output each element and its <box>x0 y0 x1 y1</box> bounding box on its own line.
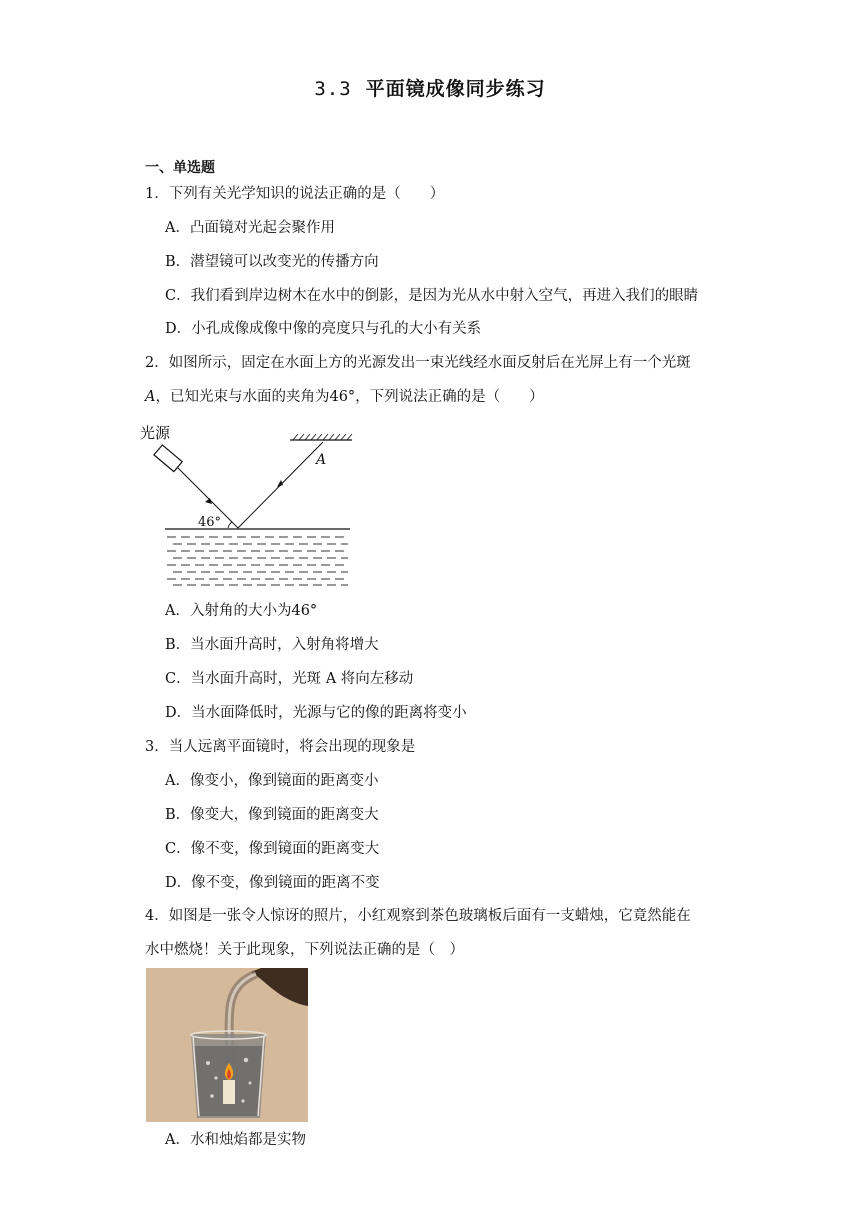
question-4-option-a: A．水和烛焰都是实物 <box>165 1132 306 1148</box>
question-3-option-a: A．像变小，像到镜面的距离变小 <box>165 773 379 789</box>
question-1-stem: 1．下列有关光学知识的说法正确的是（ ） <box>145 186 445 202</box>
variable-a: A <box>145 389 156 405</box>
screen-hatching <box>293 434 352 440</box>
candle-in-water-photo <box>146 968 308 1122</box>
light-source-icon <box>154 445 182 472</box>
question-3-option-c: C．像不变，像到镜面的距离变大 <box>165 841 380 857</box>
question-3-option-b: B．像变大，像到镜面的距离变大 <box>165 807 379 823</box>
question-1-option-a: A．凸面镜对光起会聚作用 <box>165 220 335 236</box>
water-body <box>167 537 348 585</box>
angle-arc <box>228 522 232 528</box>
question-3-option-d: D．像不变，像到镜面的距离不变 <box>165 875 380 891</box>
title-text: 平面镜成像同步练习 <box>365 78 546 100</box>
question-2-stem-line2: A，已知光束与水面的夹角为46°，下列说法正确的是（ ） <box>145 389 544 405</box>
question-1-option-b: B．潜望镜可以改变光的传播方向 <box>165 254 379 270</box>
question-2-option-d: D．当水面降低时，光源与它的像的距离将变小 <box>165 705 467 721</box>
question-1-option-d: D．小孔成像成像中像的亮度只与孔的大小有关系 <box>165 321 482 337</box>
title-number: 3.3 <box>314 78 352 100</box>
question-4-stem-line1: 4．如图是一张令人惊讶的照片，小红观察到茶色玻璃板后面有一支蜡烛，它竟然能在 <box>145 908 691 924</box>
reflected-arrow-icon <box>277 480 283 487</box>
candle-icon <box>223 1080 235 1104</box>
question-2-stem-line1: 2．如图所示，固定在水面上方的光源发出一束光线经水面反射后在光屏上有一个光斑 <box>145 355 691 371</box>
light-source-label: 光源 <box>140 424 171 442</box>
angle-label: 46° <box>198 515 222 530</box>
question-1-option-c: C．我们看到岸边树木在水中的倒影，是因为光从水中射入空气，再进入我们的眼睛 <box>165 288 699 304</box>
question-3-stem: 3．当人远离平面镜时，将会出现的现象是 <box>145 739 416 755</box>
page-title <box>0 74 860 101</box>
question-2-option-b: B．当水面升高时，入射角将增大 <box>165 637 379 653</box>
point-a-label: A <box>316 452 327 468</box>
question-4-stem-line2: 水中燃烧！关于此现象，下列说法正确的是（ ） <box>145 942 464 958</box>
question-2-option-c: C．当水面升高时，光斑 A 将向左移动 <box>165 671 414 687</box>
reflection-diagram <box>140 418 355 590</box>
section-heading: 一、单选题 <box>145 160 215 176</box>
question-2-option-a: A．入射角的大小为46° <box>165 603 318 619</box>
